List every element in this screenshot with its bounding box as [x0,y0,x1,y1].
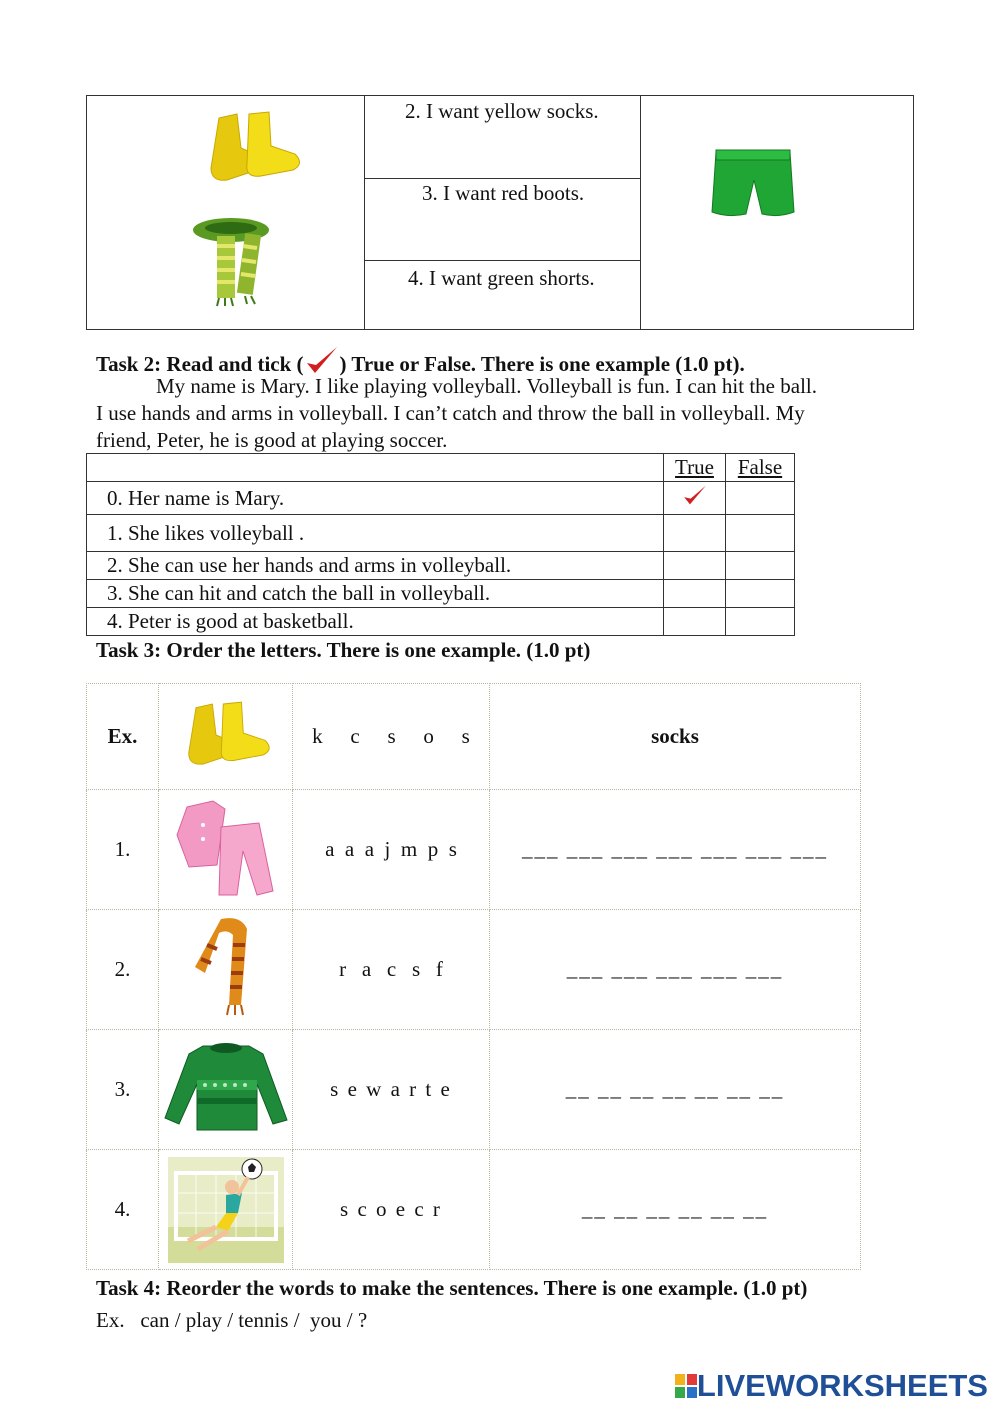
statement: 4. Peter is good at basketball. [87,608,664,636]
task3-row [87,1150,861,1270]
row-number: 3. [87,1030,159,1150]
task1-sentence: 4. I want green shorts. [408,266,595,290]
passage-line: My name is Mary. I like playing volleyball. Volleyball is fun. I can hit the ball. [156,374,817,398]
task1-sentence: 2. I want yellow socks. [405,99,599,123]
task2-row [87,608,795,636]
logo-text: LIVEWORKSHEETS [696,1368,988,1403]
picture-cell [159,684,293,790]
row-number: Ex. [87,684,159,790]
sweater-icon [163,1040,289,1134]
row-number: 1. [87,790,159,910]
false-checkbox[interactable] [726,482,795,515]
task2-row [87,482,795,515]
task3-row [87,684,861,790]
task3-row [87,910,861,1030]
task3-row [87,790,861,910]
task1-picture-cell-right [640,96,913,329]
task2-header-row [87,454,795,482]
picture-cell [159,910,293,1030]
task1-row [364,178,640,261]
yellow-socks-icon [197,108,307,186]
pajamas-icon [173,795,279,899]
task3-heading: Task 3: Order the letters. There is one example. (1.0 pt) [96,638,591,662]
task1-table [86,95,914,330]
task2-passage [96,373,916,454]
answer-field[interactable]: ___ ___ ___ ___ ___ ___ ___ [490,790,861,910]
answer-field[interactable]: ___ ___ ___ ___ ___ [490,910,861,1030]
statement: 0. Her name is Mary. [87,482,664,515]
scrambled-letters: s c o e c r [293,1150,490,1270]
scrambled-letters: r a c s f [293,910,490,1030]
task1-picture-cell [87,96,365,329]
task2-heading-end: ) True or False. There is one example (1.0 pt). [339,352,745,376]
picture-cell [159,1150,293,1270]
false-checkbox[interactable] [726,608,795,636]
task2-heading-start: Task 2: Read and tick ( [96,352,304,376]
false-column-header: False [726,454,795,482]
soccer-goalkeeper-icon [168,1157,284,1263]
checkmark-icon [304,345,340,375]
task2-row [87,580,795,608]
picture-cell [159,790,293,910]
liveworksheets-logo[interactable] [675,1368,988,1404]
task1-row [364,260,640,330]
green-shorts-icon [708,146,798,222]
task4-heading: Task 4: Reorder the words to make the sentences. There is one example. (1.0 pt) [96,1276,808,1300]
logo-icon [675,1374,697,1398]
yellow-socks-icon [176,688,276,780]
striped-scarf-icon [191,915,261,1019]
false-checkbox[interactable] [726,515,795,552]
task3-table [86,683,861,1270]
true-checkbox[interactable] [664,515,726,552]
row-number: 4. [87,1150,159,1270]
statement: 1. She likes volleyball . [87,515,664,552]
task2-table [86,453,795,636]
true-checkbox[interactable] [664,608,726,636]
statement: 2. She can use her hands and arms in volleyball. [87,552,664,580]
true-checkbox[interactable] [664,482,726,515]
answer-field: socks [490,684,861,790]
passage-line: I use hands and arms in volleyball. I can’t catch and throw the ball in volleyball. My [96,401,805,425]
passage-line: friend, Peter, he is good at playing soccer. [96,428,448,452]
scrambled-letters: k c s o s [293,684,490,790]
true-checkbox[interactable] [664,552,726,580]
answer-field[interactable]: __ __ __ __ __ __ [490,1150,861,1270]
true-checkbox[interactable] [664,580,726,608]
task1-sentence: 3. I want red boots. [422,181,585,205]
checkmark-icon [682,482,708,508]
green-scarf-icon [191,216,275,308]
task2-row [87,515,795,552]
picture-cell [159,1030,293,1150]
task4-example: Ex. can / play / tennis / you / ? [96,1308,368,1332]
task1-sentence-column [364,96,641,329]
false-checkbox[interactable] [726,552,795,580]
scrambled-letters: s e w a r t e [293,1030,490,1150]
false-checkbox[interactable] [726,580,795,608]
scrambled-letters: a a a j m p s [293,790,490,910]
row-number: 2. [87,910,159,1030]
statement: 3. She can hit and catch the ball in volleyball. [87,580,664,608]
task2-row [87,552,795,580]
answer-field[interactable]: __ __ __ __ __ __ __ [490,1030,861,1150]
task3-row [87,1030,861,1150]
task1-row [364,96,640,179]
true-column-header: True [664,454,726,482]
